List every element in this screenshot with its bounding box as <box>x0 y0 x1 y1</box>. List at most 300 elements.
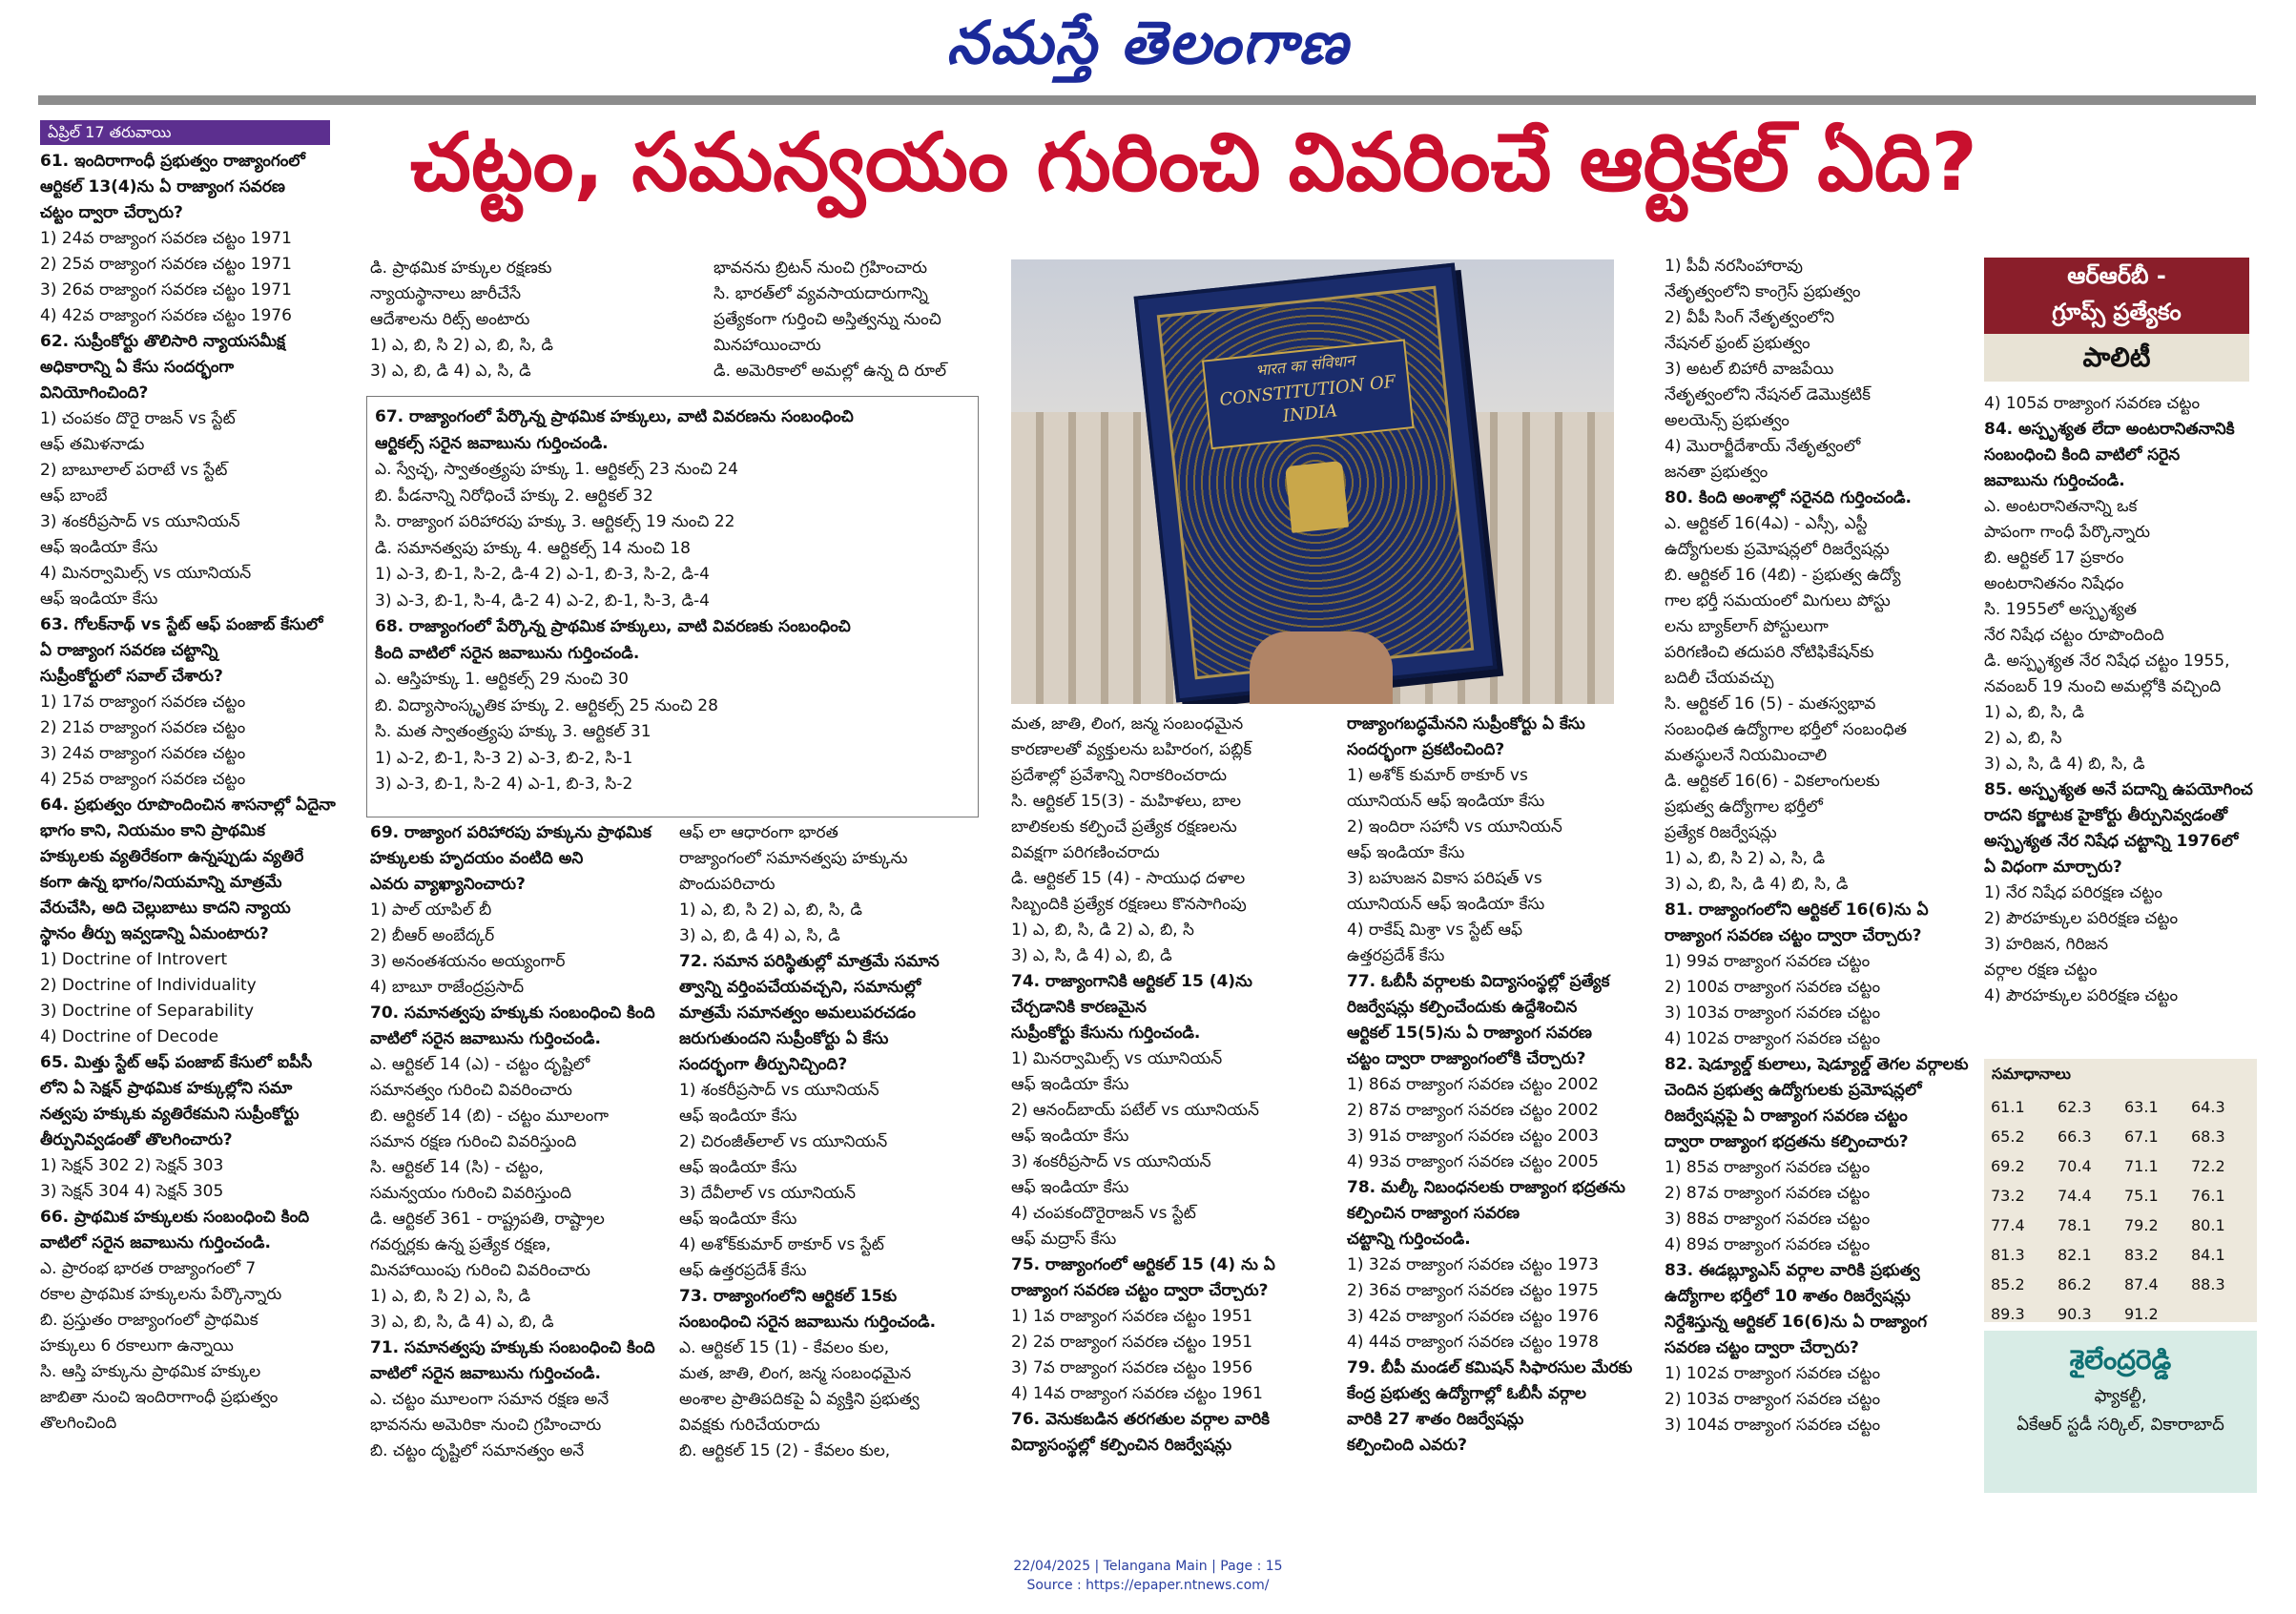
text-line: బి. ఆర్టికల్ 15 (2) - కేవలం కుల, <box>679 1441 891 1460</box>
answer-cell: 76.1 <box>2191 1187 2225 1205</box>
text-line: 3) అటల్ బిహారీ వాజపేయి <box>1665 360 1834 379</box>
text-line: 2) చిరంజీత్‌లాల్ vs యూనియన్ <box>679 1132 888 1151</box>
answer-row <box>1990 1240 2257 1270</box>
text-line: మతస్థులనే నియమించాలి <box>1665 746 1828 765</box>
answer-cell: 64.3 <box>2191 1098 2225 1116</box>
text-line: 2) 2వ రాజ్యాంగ సవరణ చట్టం 1951 <box>1011 1333 1253 1352</box>
column-5 <box>1347 712 1662 1494</box>
question-line: ఎవరు వ్యాఖ్యానించారు? <box>370 875 526 894</box>
text-line: 1) Doctrine of Introvert <box>40 950 228 969</box>
question-line: కల్పించిన రాజ్యాంగ సవరణ <box>1347 1204 1520 1223</box>
book-title: CONSTITUTION OF INDIA <box>1218 371 1397 427</box>
text-line: 1) ఎ, బి, సి 2) ఎ, సి, డి <box>370 1287 531 1306</box>
question-line: 74. రాజ్యాంగానికి ఆర్టికల్ 15 (4)ను <box>1011 972 1252 991</box>
text-line: 2) బీఆర్ అంబేద్కర్ <box>370 926 495 945</box>
section-tag-line2: గ్రూప్స్ ప్రత్యేకం <box>2052 299 2182 325</box>
author-role: ఫ్యాకల్టీ, <box>2094 1386 2147 1406</box>
text-line: ఎ. ఆర్టికల్ 16(4ఎ) - ఎస్సీ, ఎస్టీ <box>1665 514 1868 533</box>
answer-cell: 85.2 <box>1991 1275 2025 1293</box>
question-line: 84. అస్పృశ్యత లేదా అంటరానితనానికి <box>1984 420 2235 439</box>
answer-cell: 68.3 <box>2191 1128 2225 1146</box>
answer-row <box>1990 1299 2257 1329</box>
answer-cell: 78.1 <box>2058 1216 2092 1234</box>
answer-cell: 77.4 <box>1991 1216 2025 1234</box>
question-line: 63. గోలక్‌నాథ్ vs స్టేట్ ఆఫ్ పంజాబ్ కేసులో <box>40 615 323 634</box>
text-line: సి. రాజ్యాంగ పరిహారపు హక్కు 3. ఆర్టికల్స్ 19 నుంచి 22 <box>375 512 735 531</box>
text-line: సి. ఆర్టికల్ 14 (సి) - చట్టం, <box>370 1158 544 1177</box>
text-line: 3) ఎ, బి, డి 4) ఎ, సి, డి <box>679 926 840 945</box>
question-line: లోని ఏ సెక్షన్ ప్రాథమిక హక్కుల్లోని సమా <box>40 1079 293 1098</box>
text-line: ఉద్యోగులకు ప్రమోషన్లలో రిజర్వేషన్లు <box>1665 540 1890 559</box>
text-line: ఆఫ్ ఉత్తరప్రదేశ్ కేసు <box>679 1261 807 1280</box>
text-line: భావనను బ్రిటన్ నుంచి గ్రహించారు <box>714 259 927 278</box>
topic-tag: పాలిటీ <box>1984 334 2249 382</box>
hand-icon <box>1250 631 1393 704</box>
text-line: ఆఫ్ ఇండియా కేసు <box>679 1158 797 1177</box>
text-line: ప్రత్యేక రిజర్వేషన్లు <box>1665 823 1777 842</box>
question-line: నత్వపు హక్కుకు వ్యతిరేకమని సుప్రీంకోర్టు <box>40 1105 300 1124</box>
text-line: 3) 24వ రాజ్యాంగ సవరణ చట్టం <box>40 744 246 763</box>
answer-cell: 66.3 <box>2058 1128 2092 1146</box>
question-line: చట్టం ద్వారా రాజ్యాంగంలోకి చేర్చారు? <box>1347 1049 1586 1068</box>
text-line: లను బ్యాక్‌లాగ్ పోస్టులుగా <box>1665 617 1829 636</box>
text-line: 2) 103వ రాజ్యాంగ సవరణ చట్టం <box>1665 1390 1881 1409</box>
question-line: ఆర్టికల్ 13(4)ను ఏ రాజ్యాంగ సవరణ <box>40 177 285 197</box>
answer-table <box>1990 1092 2257 1329</box>
text-line: సి. ఆర్టికల్ 15(3) - మహిళలు, బాల <box>1011 792 1242 811</box>
author-box <box>1984 1331 2257 1493</box>
book-hindi-title: भारत का संविधान <box>1254 351 1355 380</box>
question-line: జవాబును గుర్తించండి. <box>1984 471 2125 490</box>
column-7 <box>1984 391 2261 1049</box>
text-line: డి. సమానత్వపు హక్కు 4. ఆర్టికల్స్ 14 నుంచి 18 <box>375 538 691 558</box>
text-line: వర్గాల రక్షణ చట్టం <box>1984 961 2098 980</box>
text-line: డి. ప్రాథమిక హక్కుల రక్షణకు <box>370 259 552 278</box>
text-line: న్యాయస్థానాలు జారీచేసే <box>370 284 522 303</box>
answer-cell: 63.1 <box>2124 1098 2159 1116</box>
text-line: జనతా ప్రభుత్వం <box>1665 463 1769 482</box>
answer-cell: 62.3 <box>2058 1098 2092 1116</box>
question-line: సుప్రీంకోర్టు కేసును గుర్తించండి. <box>1011 1024 1201 1043</box>
question-line: చట్టాన్ని గుర్తించండి. <box>1347 1230 1471 1249</box>
question-line: ద్వారా రాజ్యాంగ భద్రతను కల్పించారు? <box>1665 1132 1909 1151</box>
text-line: మినహాయింపు గురించి వివరించారు <box>370 1261 590 1280</box>
answer-row <box>1990 1122 2257 1151</box>
question-line: సుప్రీంకోర్టులో సవాల్ చేశారు? <box>40 667 223 686</box>
answer-row <box>1990 1270 2257 1299</box>
text-line: డి. ఆర్టికల్ 15 (4) - సాయుధ దళాల <box>1011 869 1246 888</box>
masthead: నమస్తే తెలంగాణ <box>946 8 1350 77</box>
author-name: శైలేంద్రరెడ్డి <box>2069 1344 2172 1376</box>
text-line: 2) 36వ రాజ్యాంగ సవరణ చట్టం 1975 <box>1347 1281 1599 1300</box>
text-line: 1) ఎ, బి, సి 2) ఎ, సి, డి <box>1665 849 1826 868</box>
text-line: ఆఫ్ బాంబే <box>40 486 108 506</box>
question-line: కింది వాటిలో సరైన జవాబును గుర్తించండి. <box>375 643 640 663</box>
answer-cell: 75.1 <box>2124 1187 2159 1205</box>
text-line: యూనియన్ ఆఫ్ ఇండియా కేసు <box>1347 792 1545 811</box>
question-line: జరుగుతుందని సుప్రీంకోర్టు ఏ కేసు <box>679 1029 889 1048</box>
text-line: సిబ్బందికి ప్రత్యేక రక్షణలు కొనసాగింపు <box>1011 895 1247 914</box>
question-line: వాటిలో సరైన జవాబును గుర్తించండి. <box>370 1029 601 1048</box>
column-6 <box>1665 254 1979 1494</box>
text-line: సమానత్వం గురించి వివరించారు <box>370 1081 572 1100</box>
text-line: బి. ఆర్టికల్ 14 (బి) - చట్టం మూలంగా <box>370 1107 609 1126</box>
text-line: బి. పీడనాన్ని నిరోధించే హక్కు 2. ఆర్టికల్ 32 <box>375 486 653 506</box>
text-line: 1) ఎ, బి, సి 2) ఎ, బి, సి, డి <box>679 900 862 920</box>
answer-cell: 70.4 <box>2058 1157 2092 1175</box>
question-box-67-68 <box>366 396 979 817</box>
question-line: వేరుచేసి, అది చెల్లుబాటు కాదని న్యాయ <box>40 899 291 918</box>
text-line: 1) 99వ రాజ్యాంగ సవరణ చట్టం <box>1665 952 1871 971</box>
text-line: 3) ఎ, బి, సి, డి 4) బి, సి, డి <box>1665 875 1849 894</box>
text-line: 4) 42వ రాజ్యాంగ సవరణ చట్టం 1976 <box>40 306 292 325</box>
text-line: సి. ఆస్తి హక్కును ప్రాథమిక హక్కుల <box>40 1362 261 1381</box>
question-line: రిజర్వేషన్లపై ఏ రాజ్యాంగ సవరణ చట్టం <box>1665 1107 1908 1126</box>
text-line: వివక్షగా పరిగణించరాదు <box>1011 843 1160 862</box>
text-line: ఆఫ్ ఇండియా కేసు <box>1011 1075 1129 1094</box>
question-line: 67. రాజ్యాంగంలో పేర్కొన్న ప్రాథమిక హక్కులు, వాటి వివరణను సంబంధించి <box>375 407 854 426</box>
text-line: 3) 103వ రాజ్యాంగ సవరణ చట్టం <box>1665 1004 1881 1023</box>
question-line: తీర్పునివ్వడంతో తొలగించారు? <box>40 1130 233 1149</box>
question-line: అధికారాన్ని ఏ కేసు సందర్భంగా <box>40 358 235 377</box>
question-line: భాగం కాని, నియమం కాని ప్రాథమిక <box>40 821 265 840</box>
question-line: రాజ్యాంగబద్ధమేనని సుప్రీంకోర్టు ఏ కేసు <box>1347 714 1585 734</box>
question-line: సవరణ చట్టం ద్వారా చేర్చారు? <box>1665 1338 1859 1357</box>
emblem-icon <box>1285 461 1349 533</box>
text-line: ఆఫ్ లా ఆధారంగా భారత <box>679 823 838 842</box>
text-line: నేతృత్వంలోని కాంగ్రెస్ ప్రభుత్వం <box>1665 282 1861 301</box>
question-line: 65. మిత్తు స్టేట్ ఆఫ్ పంజాబ్ కేసులో ఐపీసీ <box>40 1053 313 1072</box>
answer-cell: 88.3 <box>2191 1275 2225 1293</box>
text-line: ఆఫ్ మద్రాస్ కేసు <box>1011 1230 1117 1249</box>
text-line: గవర్నర్లకు ఉన్న ప్రత్యేక రక్షణ, <box>370 1235 551 1254</box>
question-line: కేంద్ర ప్రభుత్వ ఉద్యోగాల్లో ఓబీసీ వర్గాల <box>1347 1384 1586 1403</box>
text-line: డి. అమెరికాలో అమల్లో ఉన్న ది రూల్ <box>714 362 947 381</box>
answer-row <box>1990 1151 2257 1181</box>
text-line: 1) పీవీ నరసింహారావు <box>1665 257 1803 276</box>
question-line: వాటిలో సరైన జవాబును గుర్తించండి. <box>40 1233 271 1252</box>
text-line: 1) మినర్వామిల్స్ vs యూనియన్ <box>1011 1049 1223 1068</box>
answer-cell: 87.4 <box>2124 1275 2159 1293</box>
text-line: సి. మత స్వాతంత్ర్యపు హక్కు 3. ఆర్టికల్ 31 <box>375 722 652 741</box>
question-line: రాజ్యాంగ సవరణ చట్టం ద్వారా చేర్చారు? <box>1011 1281 1269 1300</box>
text-line: 1) ఎ, బి, సి, డి <box>1984 703 2084 722</box>
question-line: రాజ్యాంగ సవరణ చట్టం ద్వారా చేర్చారు? <box>1665 926 1922 945</box>
answer-cell: 91.2 <box>2124 1305 2159 1323</box>
question-line: ఆర్టికల్స్ సరైన జవాబును గుర్తించండి. <box>375 433 609 453</box>
text-line: 4) చంపకందొరైరాజన్ vs స్టేట్ <box>1011 1204 1196 1223</box>
footer-source: Source : https://epaper.ntnews.com/ <box>1026 1578 1270 1593</box>
question-line: స్థానం తీర్పు ఇవ్వడాన్ని ఏమంటారు? <box>40 924 269 943</box>
text-line: ఆఫ్ ఇండియా కేసు <box>40 538 158 557</box>
answer-cell: 82.1 <box>2058 1246 2092 1264</box>
text-line: 2) ఎ, బి, సి <box>1984 729 2062 748</box>
text-line: 1) నేర నిషేధ పరిరక్షణ చట్టం <box>1984 883 2162 902</box>
text-line: 4) Doctrine of Decode <box>40 1027 219 1046</box>
question-line: 75. రాజ్యాంగంలో ఆర్టికల్ 15 (4) ను ఏ <box>1011 1255 1275 1274</box>
text-line: డి. అస్పృశ్యత నేర నిషేధ చట్టం 1955, <box>1984 652 2230 671</box>
question-line: 85. అస్పృశ్యత అనే పదాన్ని ఉపయోగించ <box>1984 780 2253 799</box>
text-line: 3) 88వ రాజ్యాంగ సవరణ చట్టం <box>1665 1210 1871 1229</box>
text-line: ఎ. చట్టం మూలంగా సమాన రక్షణ అనే <box>370 1390 610 1409</box>
question-line: 70. సమానత్వపు హక్కుకు సంబంధించి కింది <box>370 1004 655 1023</box>
question-line: ఉద్యోగాల భర్తీలో 10 శాతం రిజర్వేషన్లు <box>1665 1287 1911 1306</box>
text-line: 1) 32వ రాజ్యాంగ సవరణ చట్టం 1973 <box>1347 1255 1599 1274</box>
footer-date-page: 22/04/2025 | Telangana Main | Page : 15 <box>1013 1559 1283 1574</box>
answer-row <box>1990 1210 2257 1240</box>
text-line: పొందుపరిచారు <box>679 875 776 894</box>
answer-cell: 81.3 <box>1991 1246 2025 1264</box>
text-line: 1) అశోక్ కుమార్ ఠాకూర్ vs <box>1347 766 1528 785</box>
text-line: 3) 26వ రాజ్యాంగ సవరణ చట్టం 1971 <box>40 280 292 300</box>
question-line: 80. కింది అంశాల్లో సరైనది గుర్తించండి. <box>1665 488 1913 507</box>
section-tag-line1: ఆర్ఆర్‌బీ - <box>2067 262 2166 289</box>
question-line: రిజర్వేషన్లు కల్పించేందుకు ఉద్దేశించిన <box>1347 998 1578 1017</box>
text-line: నేతృత్వంలోని నేషనల్ డెమొక్రటిక్ <box>1665 385 1871 404</box>
text-line: ఎ. ప్రారంభ భారత రాజ్యాంగంలో 7 <box>40 1259 257 1278</box>
text-line: 1) పాల్ యాపిల్ బీ <box>370 900 492 920</box>
text-line: 4) మొరార్జీదేశాయ్ నేతృత్వంలో <box>1665 437 1861 456</box>
text-line: ఆఫ్ ఇండియా కేసు <box>1347 843 1465 862</box>
column-3-top <box>714 256 1000 389</box>
text-line: 1) 102వ రాజ్యాంగ సవరణ చట్టం <box>1665 1364 1881 1383</box>
text-line: సమన్వయం గురించి వివరిస్తుంది <box>370 1184 571 1203</box>
text-line: తొలగించింది <box>40 1414 117 1433</box>
headline: చట్టం, సమన్వయం గురించి వివరించే ఆర్టికల్ ఏది? <box>410 115 1977 209</box>
question-line: సందర్భంగా ప్రకటించింది? <box>1347 740 1505 759</box>
text-line: అంటరానితనం నిషేధం <box>1984 574 2124 593</box>
text-line: 3) సెక్షన్ 304 4) సెక్షన్ 305 <box>40 1182 224 1201</box>
text-line: అలయెన్స్ ప్రభుత్వం <box>1665 411 1789 430</box>
answer-key-title: సమాధానాలు <box>1992 1065 2071 1083</box>
text-line: 4) 44వ రాజ్యాంగ సవరణ చట్టం 1978 <box>1347 1333 1599 1352</box>
text-line: సంబంధిత ఉద్యోగాల భర్తీలో సంబంధిత <box>1665 720 1907 739</box>
text-line: 3) హరిజన, గిరిజన <box>1984 935 2109 954</box>
answer-cell: 69.2 <box>1991 1157 2025 1175</box>
text-line: 2) 87వ రాజ్యాంగ సవరణ చట్టం <box>1665 1184 1871 1203</box>
question-line: వినియోగించింది? <box>40 383 149 403</box>
answer-cell: 84.1 <box>2191 1246 2225 1264</box>
answer-row <box>1990 1181 2257 1210</box>
text-line: 4) 105వ రాజ్యాంగ సవరణ చట్టం <box>1984 394 2201 413</box>
text-line: సి. భారత్‌లో వ్యవసాయదారుగాన్ని <box>714 284 928 303</box>
answer-key <box>1984 1059 2257 1322</box>
text-line: బదిలీ చేయవచ్చు <box>1665 669 1774 688</box>
text-line: బి. ఆర్టికల్ 16 (4బి) - ప్రభుత్వ ఉద్యో <box>1665 566 1901 585</box>
question-line: నిర్దేశిస్తున్న ఆర్టికల్ 16(6)ను ఏ రాజ్యాంగ <box>1665 1313 1927 1332</box>
question-line: హక్కులకు వ్యతిరేకంగా ఉన్నప్పుడు వ్యతిరే <box>40 847 304 866</box>
text-line: ఎ. అంటరానితనాన్ని ఒక <box>1984 497 2138 516</box>
text-line: 4) బాబూ రాజేంద్రప్రసాద్ <box>370 978 525 997</box>
text-line: 2) Doctrine of Individuality <box>40 976 257 995</box>
section-tag <box>1984 258 2249 334</box>
text-line: 4) రాకేష్ మిశ్రా vs స్టేట్ ఆఫ్ <box>1347 921 1523 940</box>
text-line: 4) అశోక్‌కుమార్ ఠాకూర్ vs స్టేట్ <box>679 1235 884 1254</box>
author-org: ఏకేఆర్ స్టడీ సర్కిల్, వికారాబాద్ <box>2017 1415 2224 1435</box>
text-line: మత, జాతి, లింగ, జన్మ సంబంధమైన <box>1011 714 1244 734</box>
text-line: 1) ఎ-3, బి-1, సి-2, డి-4 2) ఎ-1, బి-3, సి-2, డి-4 <box>375 565 710 584</box>
text-line: 3) ఎ, బి, సి, డి 4) ఎ, బి, డి <box>370 1313 554 1332</box>
text-line: సి. 1955లో అస్పృశ్యత <box>1984 600 2138 619</box>
text-line: మినహాయించారు <box>714 336 821 355</box>
question-line: 71. సమానత్వపు హక్కుకు సంబంధించి కింది <box>370 1338 655 1357</box>
text-line: 3) Doctrine of Separability <box>40 1002 255 1021</box>
answer-cell: 79.2 <box>2124 1216 2159 1234</box>
text-line: ఎ. ఆస్తిహక్కు 1. ఆర్టికల్స్ 29 నుంచి 30 <box>375 670 629 689</box>
text-line: 3) ఎ-3, బి-1, సి-2 4) ఎ-1, బి-3, సి-2 <box>375 775 633 794</box>
text-line: ఆఫ్ ఇండియా కేసు <box>1011 1127 1129 1146</box>
question-line: కంగా ఉన్న భాగం/నియమాన్ని మాత్రమే <box>40 873 282 892</box>
text-line: యూనియన్ ఆఫ్ ఇండియా కేసు <box>1347 895 1545 914</box>
text-line: 2) 87వ రాజ్యాంగ సవరణ చట్టం 2002 <box>1347 1101 1599 1120</box>
question-line: సంబంధించి సరైన జవాబును గుర్తించండి. <box>679 1313 937 1332</box>
text-line: 4) 89వ రాజ్యాంగ సవరణ చట్టం <box>1665 1235 1871 1254</box>
text-line: 3) 42వ రాజ్యాంగ సవరణ చట్టం 1976 <box>1347 1307 1599 1326</box>
text-line: సి. ఆర్టికల్ 16 (5) - మతస్వభావ <box>1665 694 1876 714</box>
text-line: 4) 14వ రాజ్యాంగ సవరణ చట్టం 1961 <box>1011 1384 1263 1403</box>
constitution-photo <box>1011 259 1614 704</box>
question-line: 77. ఓబీసీ వర్గాలకు విద్యాసంస్థల్లో ప్రత్యేక <box>1347 972 1610 991</box>
question-line: 78. మల్కీ నిబంధనలకు రాజ్యాంగ భద్రతను <box>1347 1178 1625 1197</box>
text-line: ఆఫ్ ఇండియా కేసు <box>679 1107 797 1126</box>
text-line: 1) 86వ రాజ్యాంగ సవరణ చట్టం 2002 <box>1347 1075 1599 1094</box>
question-line: ఏ రాజ్యాంగ సవరణ చట్టాన్ని <box>40 641 218 660</box>
question-line: విద్యాసంస్థల్లో కల్పించిన రిజర్వేషన్లు <box>1011 1436 1232 1455</box>
answer-cell: 86.2 <box>2058 1275 2092 1293</box>
text-line: ప్రదేశాల్లో ప్రవేశాన్ని నిరాకరించరాదు <box>1011 766 1228 785</box>
text-line: 1) ఎ, బి, సి 2) ఎ, బి, సి, డి <box>370 336 553 355</box>
text-line: 4) 102వ రాజ్యాంగ సవరణ చట్టం <box>1665 1029 1881 1048</box>
text-line: 1) 1వ రాజ్యాంగ సవరణ చట్టం 1951 <box>1011 1307 1253 1326</box>
text-line: మత, జాతి, లింగ, జన్మ సంబంధమైన <box>679 1364 912 1383</box>
text-line: ఆఫ్ ఇండియా కేసు <box>40 590 158 609</box>
answer-cell: 61.1 <box>1991 1098 2025 1116</box>
column-3 <box>679 820 1003 1488</box>
answer-cell: 65.2 <box>1991 1128 2025 1146</box>
text-line: 2) 100వ రాజ్యాంగ సవరణ చట్టం <box>1665 978 1881 997</box>
text-line: డి. ఆర్టికల్ 16(6) - వికలాంగులకు <box>1665 772 1880 791</box>
text-line: 3) ఎ, సి, డి 4) బి, సి, డి <box>1984 755 2145 774</box>
text-line: నేషనల్ ఫ్రంట్ ప్రభుత్వం <box>1665 334 1810 353</box>
text-line: 1) ఎ, బి, సి, డి 2) ఎ, బి, సి <box>1011 921 1194 940</box>
text-line: 2) బాబూలాల్ పరాటే vs స్టేట్ <box>40 461 228 480</box>
question-line: హక్కులకు హృదయం వంటిది అని <box>370 849 584 868</box>
question-line: చెందిన ప్రభుత్వ ఉద్యోగులకు ప్రమోషన్లలో <box>1665 1081 1922 1100</box>
text-line: 4) పౌరహక్కుల పరిరక్షణ చట్టం <box>1984 986 2179 1005</box>
question-line: 79. బీపీ మండల్ కమిషన్ సిఫారసుల మేరకు <box>1347 1358 1633 1377</box>
text-line: భావనను అమెరికా నుంచి గ్రహించారు <box>370 1416 602 1435</box>
text-line: ఎ. ఆర్టికల్ 14 (ఎ) - చట్టం దృష్టిలో <box>370 1055 590 1074</box>
boxed-questions <box>375 404 970 809</box>
question-line: 66. ప్రాథమిక హక్కులకు సంబంధించి కింది <box>40 1208 310 1227</box>
text-line: బాలికలకు కల్పించే ప్రత్యేక రక్షణలను <box>1011 817 1237 837</box>
text-line: 2) ఇందిరా సహానీ vs యూనియన్ <box>1347 817 1562 837</box>
question-line: 72. సమాన పరిస్థితుల్లో మాత్రమే సమాన <box>679 952 940 971</box>
column-2-top <box>370 256 685 389</box>
text-line: 3) ఎ, బి, డి 4) ఎ, సి, డి <box>370 362 531 381</box>
text-line: ఆఫ్ తమిళనాడు <box>40 435 145 454</box>
text-line: 4) 93వ రాజ్యాంగ సవరణ చట్టం 2005 <box>1347 1152 1599 1171</box>
text-line: 3) ఎ, సి, డి 4) ఎ, బి, డి <box>1011 946 1172 965</box>
text-line: 1) సెక్షన్ 302 2) సెక్షన్ 303 <box>40 1156 224 1175</box>
text-line: జాబితా నుంచి ఇందిరాగాంధీ ప్రభుత్వం <box>40 1388 279 1407</box>
text-line: పరిగణించి తదుపరి నోటిఫికేషన్‌కు <box>1665 643 1874 662</box>
text-line: బి. చట్టం దృష్టిలో సమానత్వం అనే <box>370 1441 585 1460</box>
text-line: 3) బహుజన వికాస పరిషత్ vs <box>1347 869 1542 888</box>
question-line: వాటిలో సరైన జవాబును గుర్తించండి. <box>370 1364 601 1383</box>
question-line: 69. రాజ్యాంగ పరిహారపు హక్కును ప్రాథమిక <box>370 823 652 842</box>
text-line: 3) శంకరీప్రసాద్ vs యూనియన్ <box>40 512 240 531</box>
text-line: ప్రభుత్వ ఉద్యోగాల భర్తీలో <box>1665 797 1823 817</box>
text-line: నేర నిషేధ చట్టం రూపొందింది <box>1984 626 2164 645</box>
question-line: త్వాన్ని వర్తింపచేయవచ్చని, సమానుల్లో <box>679 978 921 997</box>
text-line: 2) వీపీ సింగ్ నేతృత్వంలోని <box>1665 308 1835 327</box>
text-line: ఎ. స్వేచ్ఛ, స్వాతంత్ర్యపు హక్కు 1. ఆర్టికల్స్ 23 నుంచి 24 <box>375 460 738 479</box>
text-line: డి. ఆర్టికల్ 361 - రాష్ట్రపతి, రాష్ట్రాల <box>370 1210 605 1229</box>
text-line: 3) శంకరీప్రసాద్ vs యూనియన్ <box>1011 1152 1211 1171</box>
question-line: మాత్రమే సమానత్వం అమలుపరచడం <box>679 1004 917 1023</box>
column-1 <box>40 149 364 1484</box>
text-line: 2) ఆనంద్‌బాయ్ పటేల్ vs యూనియన్ <box>1011 1101 1259 1120</box>
text-line: 1) శంకరీప్రసాద్ vs యూనియన్ <box>679 1081 879 1100</box>
column-4 <box>1011 712 1326 1494</box>
text-line: ఎ. ఆర్టికల్ 15 (1) - కేవలం కుల, <box>679 1338 890 1357</box>
text-line: 3) ఎ-3, బి-1, సి-4, డి-2 4) ఎ-2, బి-1, సి-3, డి-4 <box>375 590 710 610</box>
answer-cell: 73.2 <box>1991 1187 2025 1205</box>
text-line: ఆదేశాలను రిట్స్ అంటారు <box>370 310 530 329</box>
question-line: సందర్భంగా తీర్పునిచ్చింది? <box>679 1055 848 1074</box>
question-line: వారికి 27 శాతం రిజర్వేషన్లు <box>1347 1410 1524 1429</box>
text-line: బి. ప్రస్తుతం రాజ్యాంగంలో ప్రాథమిక <box>40 1311 259 1330</box>
text-line: ఆఫ్ ఇండియా కేసు <box>679 1210 797 1229</box>
question-line: ఏ విధంగా మార్చారు? <box>1984 858 2122 877</box>
question-line: 81. రాజ్యాంగంలోని ఆర్టికల్ 16(6)ను ఏ <box>1665 900 1929 920</box>
answer-cell: 71.1 <box>2124 1157 2159 1175</box>
page-footer <box>0 1557 2296 1595</box>
question-line: చేర్చడానికి కారణమైన <box>1011 998 1147 1017</box>
question-line: 64. ప్రభుత్వం రూపొందించిన శాసనాల్లో ఏదైనా <box>40 796 336 815</box>
kicker-label: ఏప్రిల్ 17 తరువాయి <box>40 120 330 145</box>
text-line: 3) 91వ రాజ్యాంగ సవరణ చట్టం 2003 <box>1347 1127 1599 1146</box>
text-line: బి. విద్యాసాంస్కృతిక హక్కు 2. ఆర్టికల్స్ 25 నుంచి 28 <box>375 695 718 715</box>
question-line: 61. ఇందిరాగాంధీ ప్రభుత్వం రాజ్యాంగంలో <box>40 152 305 171</box>
answer-cell: 83.2 <box>2124 1246 2159 1264</box>
answer-cell: 72.2 <box>2191 1157 2225 1175</box>
text-line: ఉత్తరప్రదేశ్ కేసు <box>1347 946 1445 965</box>
text-line: 4) మినర్వామిల్స్ vs యూనియన్ <box>40 564 252 583</box>
text-line: 3) అనంతశయనం అయ్యంగార్ <box>370 952 566 971</box>
question-line: 62. సుప్రీంకోర్టు తొలిసారి న్యాయసమీక్ష <box>40 332 285 351</box>
text-line: నవంబర్ 19 నుంచి అమల్లోకి వచ్చింది <box>1984 677 2222 696</box>
question-line: 76. వెనుకబడిన తరగతుల వర్గాల వారికి <box>1011 1410 1271 1429</box>
answer-cell <box>2190 1299 2257 1329</box>
text-line: 3) 7వ రాజ్యాంగ సవరణ చట్టం 1956 <box>1011 1358 1253 1377</box>
question-line: చట్టం ద్వారా చేర్చారు? <box>40 203 183 222</box>
text-line: సమాన రక్షణ గురించి వివరిస్తుంది <box>370 1132 577 1151</box>
question-line: 82. షెడ్యూల్డ్ కులాలు, షెడ్యూల్డ్ తెగల వర్గాలకు <box>1665 1055 1969 1074</box>
answer-cell: 67.1 <box>2124 1128 2159 1146</box>
text-line: 3) దేవీలాల్ vs యూనియన్ <box>679 1184 856 1203</box>
text-line: 4) 25వ రాజ్యాంగ సవరణ చట్టం <box>40 770 246 789</box>
text-line: 2) 21వ రాజ్యాంగ సవరణ చట్టం <box>40 718 246 737</box>
question-line: సంబంధించి కింది వాటిలో సరైన <box>1984 445 2181 465</box>
answer-cell: 74.4 <box>2058 1187 2092 1205</box>
text-line: రాజ్యాంగంలో సమానత్వపు హక్కును <box>679 849 908 868</box>
text-line: 3) 104వ రాజ్యాంగ సవరణ చట్టం <box>1665 1416 1881 1435</box>
question-line: ఆర్టికల్ 15(5)ను ఏ రాజ్యాంగ సవరణ <box>1347 1024 1592 1043</box>
text-line: గాల భర్తీ సమయంలో మిగులు పోస్టు <box>1665 591 1891 610</box>
column-2 <box>370 820 685 1488</box>
